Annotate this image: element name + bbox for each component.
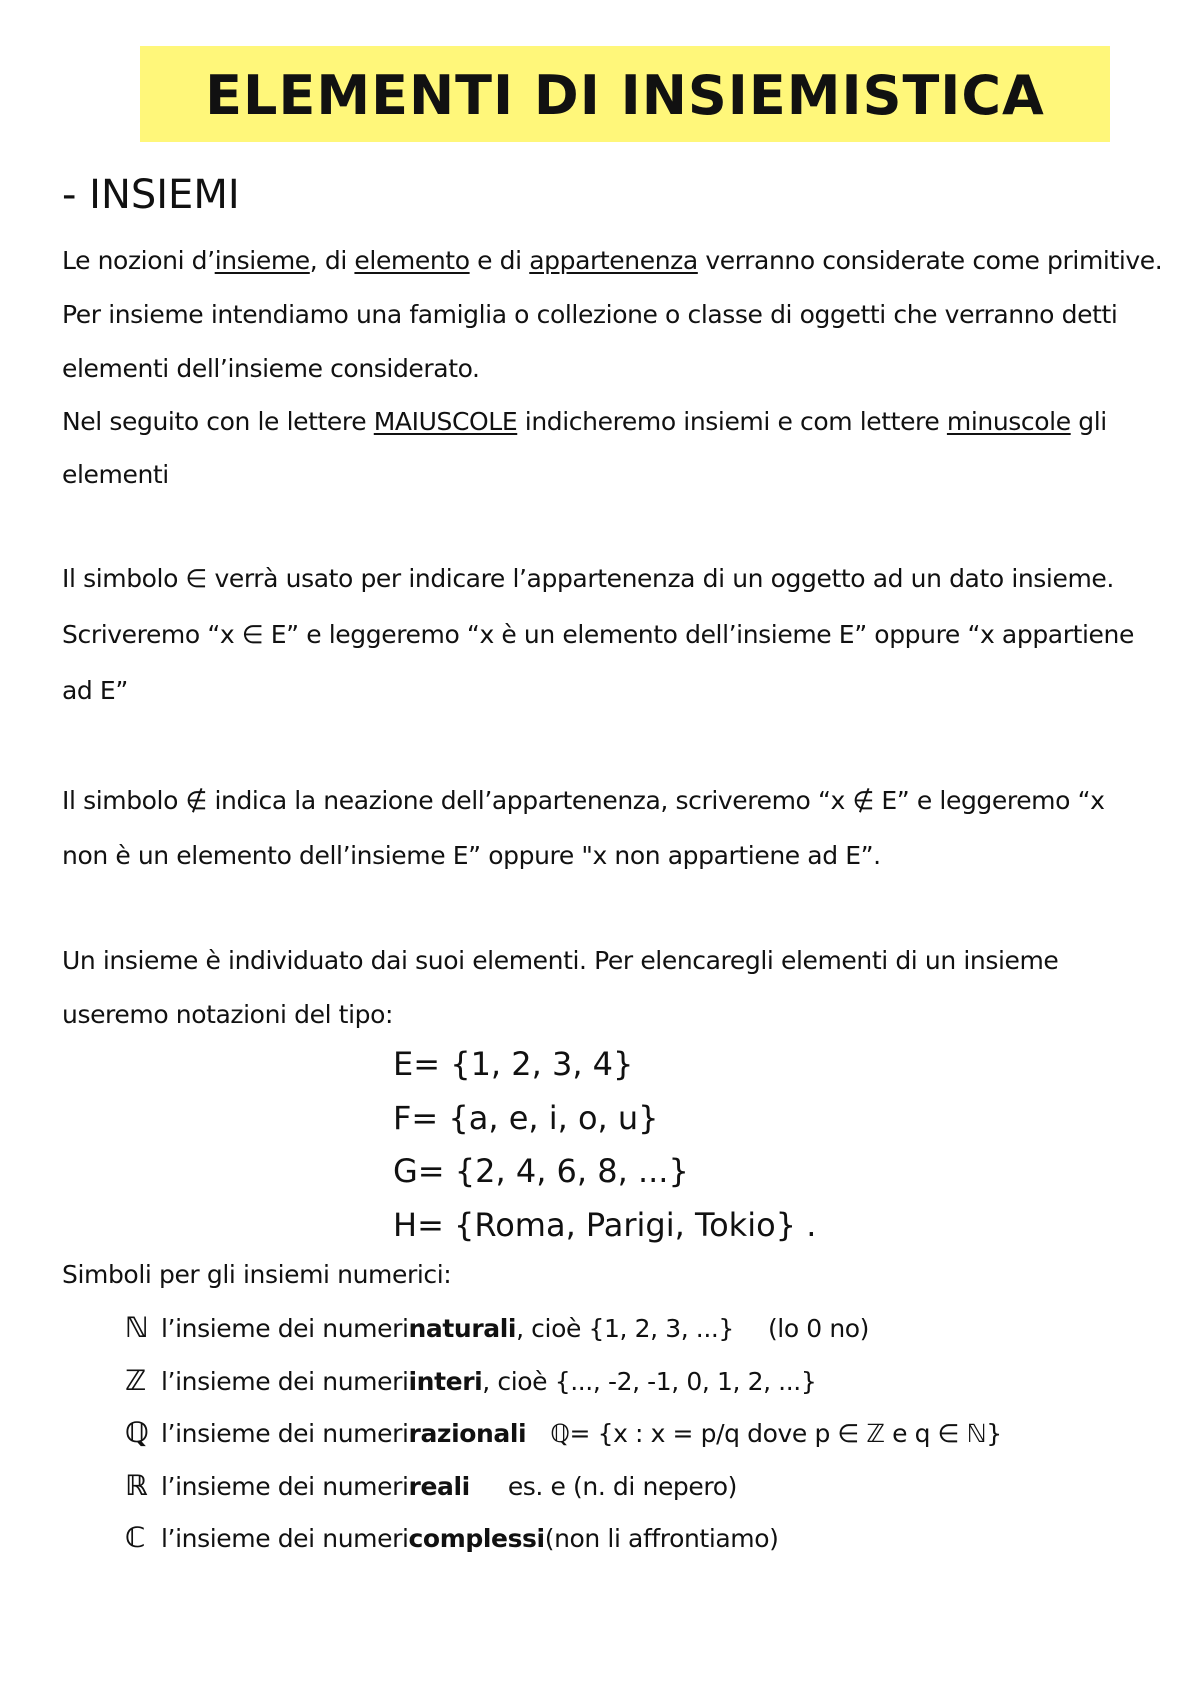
text: verranno considerate come primitive.	[697, 246, 1163, 275]
set-name: interi	[408, 1367, 483, 1396]
para1-line5: elementi	[62, 460, 169, 489]
page-title: ELEMENTI DI INSIEMISTICA	[205, 64, 1045, 127]
para2-line1: Il simbolo ∈ verrà usato per indicare l’appartenenza di un oggetto ad un dato insieme.	[62, 564, 1114, 593]
para3-line2: non è un elemento dell’insieme E” oppure "x non appartiene ad E”.	[62, 841, 881, 870]
example-set-f: F= {a, e, i, o, u}	[393, 1099, 659, 1137]
underlined-term: minuscole	[946, 407, 1071, 436]
note: (lo 0 no)	[767, 1314, 870, 1343]
example: es. e (n. di nepero)	[507, 1472, 737, 1501]
para1-line3: elementi dell’insieme considerato.	[62, 354, 480, 383]
numeric-set-rationals	[125, 1416, 1002, 1449]
title-highlight	[140, 46, 1110, 142]
text: l’insieme dei numeri	[161, 1367, 409, 1396]
example-set-g: G= {2, 4, 6, 8, ...}	[393, 1152, 689, 1190]
text: , cioè {..., -2, -1, 0, 1, 2, ...}	[482, 1367, 817, 1396]
underlined-term: insieme	[214, 246, 310, 275]
text: (non li affrontiamo)	[544, 1524, 779, 1553]
text: , di	[309, 246, 355, 275]
text: Nel seguito con le lettere	[62, 407, 374, 436]
text: e di	[469, 246, 530, 275]
example-set-h: H= {Roma, Parigi, Tokio} .	[393, 1206, 817, 1244]
text: l’insieme dei numeri	[161, 1314, 409, 1343]
naturals-symbol: ℕ	[125, 1311, 149, 1344]
set-name: naturali	[408, 1314, 517, 1343]
numeric-set-integers	[125, 1364, 817, 1397]
complex-symbol: ℂ	[125, 1521, 146, 1554]
para2-line2: Scriveremo “x ∈ E” e leggeremo “x è un elemento dell’insieme E” oppure “x appartiene	[62, 620, 1134, 649]
para1-line4	[62, 409, 1107, 434]
underlined-term: appartenenza	[529, 246, 698, 275]
text: , cioè {1, 2, 3, ...}	[516, 1314, 734, 1343]
numeric-set-reals	[125, 1469, 737, 1502]
text: l’insieme dei numeri	[161, 1524, 409, 1553]
reals-symbol: ℝ	[125, 1469, 148, 1502]
example-set-e: E= {1, 2, 3, 4}	[393, 1045, 634, 1083]
text: indicheremo insiemi e com lettere	[517, 407, 947, 436]
para4-line2: useremo notazioni del tipo:	[62, 1000, 393, 1029]
text: gli	[1070, 407, 1107, 436]
para1-line1	[62, 248, 1162, 273]
para3-line1: Il simbolo ∉ indica la neazione dell’appartenenza, scriveremo “x ∉ E” e leggeremo “x	[62, 786, 1105, 815]
text: l’insieme dei numeri	[161, 1419, 409, 1448]
text: Le nozioni d’	[62, 246, 215, 275]
numeric-set-naturals	[125, 1311, 870, 1344]
integers-symbol: ℤ	[125, 1364, 146, 1397]
underlined-term: MAIUSCOLE	[373, 407, 518, 436]
para4-line1: Un insieme è individuato dai suoi elementi. Per elencaregli elementi di un insieme	[62, 946, 1059, 975]
numeric-sets-intro: Simboli per gli insiemi numerici:	[62, 1260, 452, 1289]
underlined-term: elemento	[354, 246, 470, 275]
definition: ℚ= {x : x = p/q dove p ∈ ℤ e q ∈ ℕ}	[550, 1419, 1002, 1448]
section-heading: - INSIEMI	[62, 172, 240, 218]
set-name: reali	[408, 1472, 470, 1501]
set-name: razionali	[408, 1419, 527, 1448]
para2-line3: ad E”	[62, 676, 128, 705]
rationals-symbol: ℚ	[125, 1416, 149, 1449]
para1-line2: Per insieme intendiamo una famiglia o collezione o classe di oggetti che verranno detti	[62, 300, 1118, 329]
numeric-set-complex	[125, 1521, 779, 1554]
text: l’insieme dei numeri	[161, 1472, 409, 1501]
set-name: complessi	[408, 1524, 545, 1553]
